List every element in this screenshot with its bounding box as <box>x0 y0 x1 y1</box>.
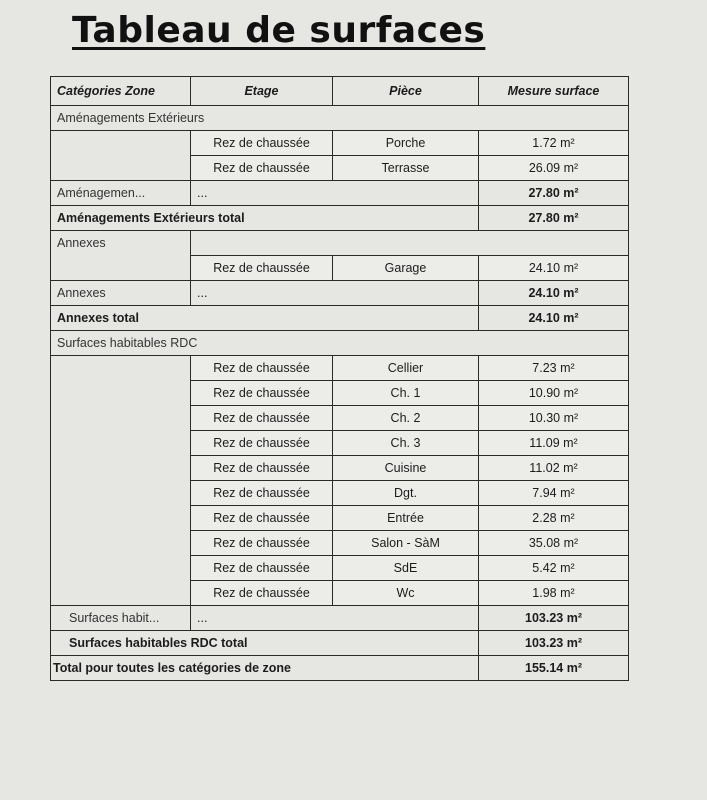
header-floor: Etage <box>191 77 333 106</box>
subtotal-value: 103.23 m² <box>479 606 629 631</box>
total-value: 24.10 m² <box>479 306 629 331</box>
total-label: Surfaces habitables RDC total <box>51 631 479 656</box>
total-label: Aménagements Extérieurs total <box>51 206 479 231</box>
area-cell: 24.10 m² <box>479 256 629 281</box>
floor-cell: Rez de chaussée <box>191 581 333 606</box>
header-row <box>51 77 629 106</box>
header-area: Mesure surface <box>479 77 629 106</box>
grand-total-value: 155.14 m² <box>479 656 629 681</box>
room-cell: Wc <box>333 581 479 606</box>
area-cell: 7.23 m² <box>479 356 629 381</box>
floor-cell: Rez de chaussée <box>191 156 333 181</box>
area-cell: 1.98 m² <box>479 581 629 606</box>
category-label: Surfaces habitables RDC <box>51 331 629 356</box>
area-cell: 35.08 m² <box>479 531 629 556</box>
floor-cell: Rez de chaussée <box>191 356 333 381</box>
subtotal-label: Aménagemen... <box>51 181 191 206</box>
header-zone: Catégories Zone <box>51 77 191 106</box>
table-row <box>51 131 629 156</box>
subtotal-label: Annexes <box>51 281 191 306</box>
room-cell: Porche <box>333 131 479 156</box>
category-row <box>51 231 629 256</box>
room-cell: Cellier <box>333 356 479 381</box>
area-cell: 7.94 m² <box>479 481 629 506</box>
floor-cell: Rez de chaussée <box>191 481 333 506</box>
subtotal-dots: ... <box>191 181 479 206</box>
subtotal-dots: ... <box>191 281 479 306</box>
subtotal-value: 27.80 m² <box>479 181 629 206</box>
room-cell: Dgt. <box>333 481 479 506</box>
floor-cell: Rez de chaussée <box>191 431 333 456</box>
page-title: Tableau de surfaces <box>72 10 486 51</box>
total-row <box>51 206 629 231</box>
room-cell: Garage <box>333 256 479 281</box>
total-row <box>51 631 629 656</box>
floor-cell: Rez de chaussée <box>191 406 333 431</box>
category-row <box>51 106 629 131</box>
category-label: Aménagements Extérieurs <box>51 106 629 131</box>
total-value: 27.80 m² <box>479 206 629 231</box>
total-row <box>51 306 629 331</box>
subtotal-label: Surfaces habit... <box>51 606 191 631</box>
floor-cell: Rez de chaussée <box>191 531 333 556</box>
area-cell: 11.02 m² <box>479 456 629 481</box>
room-cell: Ch. 1 <box>333 381 479 406</box>
table-row <box>51 256 629 281</box>
floor-cell: Rez de chaussée <box>191 456 333 481</box>
floor-cell: Rez de chaussée <box>191 506 333 531</box>
table-row <box>51 156 629 181</box>
room-cell: Salon - SàM <box>333 531 479 556</box>
area-cell: 2.28 m² <box>479 506 629 531</box>
room-cell: SdE <box>333 556 479 581</box>
room-cell: Entrée <box>333 506 479 531</box>
surface-table <box>50 76 629 681</box>
total-label: Annexes total <box>51 306 479 331</box>
area-cell: 1.72 m² <box>479 131 629 156</box>
category-row <box>51 331 629 356</box>
subtotal-dots: ... <box>191 606 479 631</box>
floor-cell: Rez de chaussée <box>191 381 333 406</box>
area-cell: 10.30 m² <box>479 406 629 431</box>
category-label: Annexes <box>51 231 191 256</box>
floor-cell: Rez de chaussée <box>191 556 333 581</box>
area-cell: 26.09 m² <box>479 156 629 181</box>
area-cell: 5.42 m² <box>479 556 629 581</box>
floor-cell: Rez de chaussée <box>191 256 333 281</box>
subtotal-row <box>51 281 629 306</box>
floor-cell: Rez de chaussée <box>191 131 333 156</box>
header-room: Pièce <box>333 77 479 106</box>
grand-total-row <box>51 656 629 681</box>
subtotal-row <box>51 181 629 206</box>
room-cell: Ch. 2 <box>333 406 479 431</box>
subtotal-value: 24.10 m² <box>479 281 629 306</box>
room-cell: Terrasse <box>333 156 479 181</box>
area-cell: 11.09 m² <box>479 431 629 456</box>
table-row <box>51 356 629 381</box>
grand-total-label: Total pour toutes les catégories de zone <box>51 656 479 681</box>
subtotal-row <box>51 606 629 631</box>
room-cell: Cuisine <box>333 456 479 481</box>
room-cell: Ch. 3 <box>333 431 479 456</box>
area-cell: 10.90 m² <box>479 381 629 406</box>
total-value: 103.23 m² <box>479 631 629 656</box>
